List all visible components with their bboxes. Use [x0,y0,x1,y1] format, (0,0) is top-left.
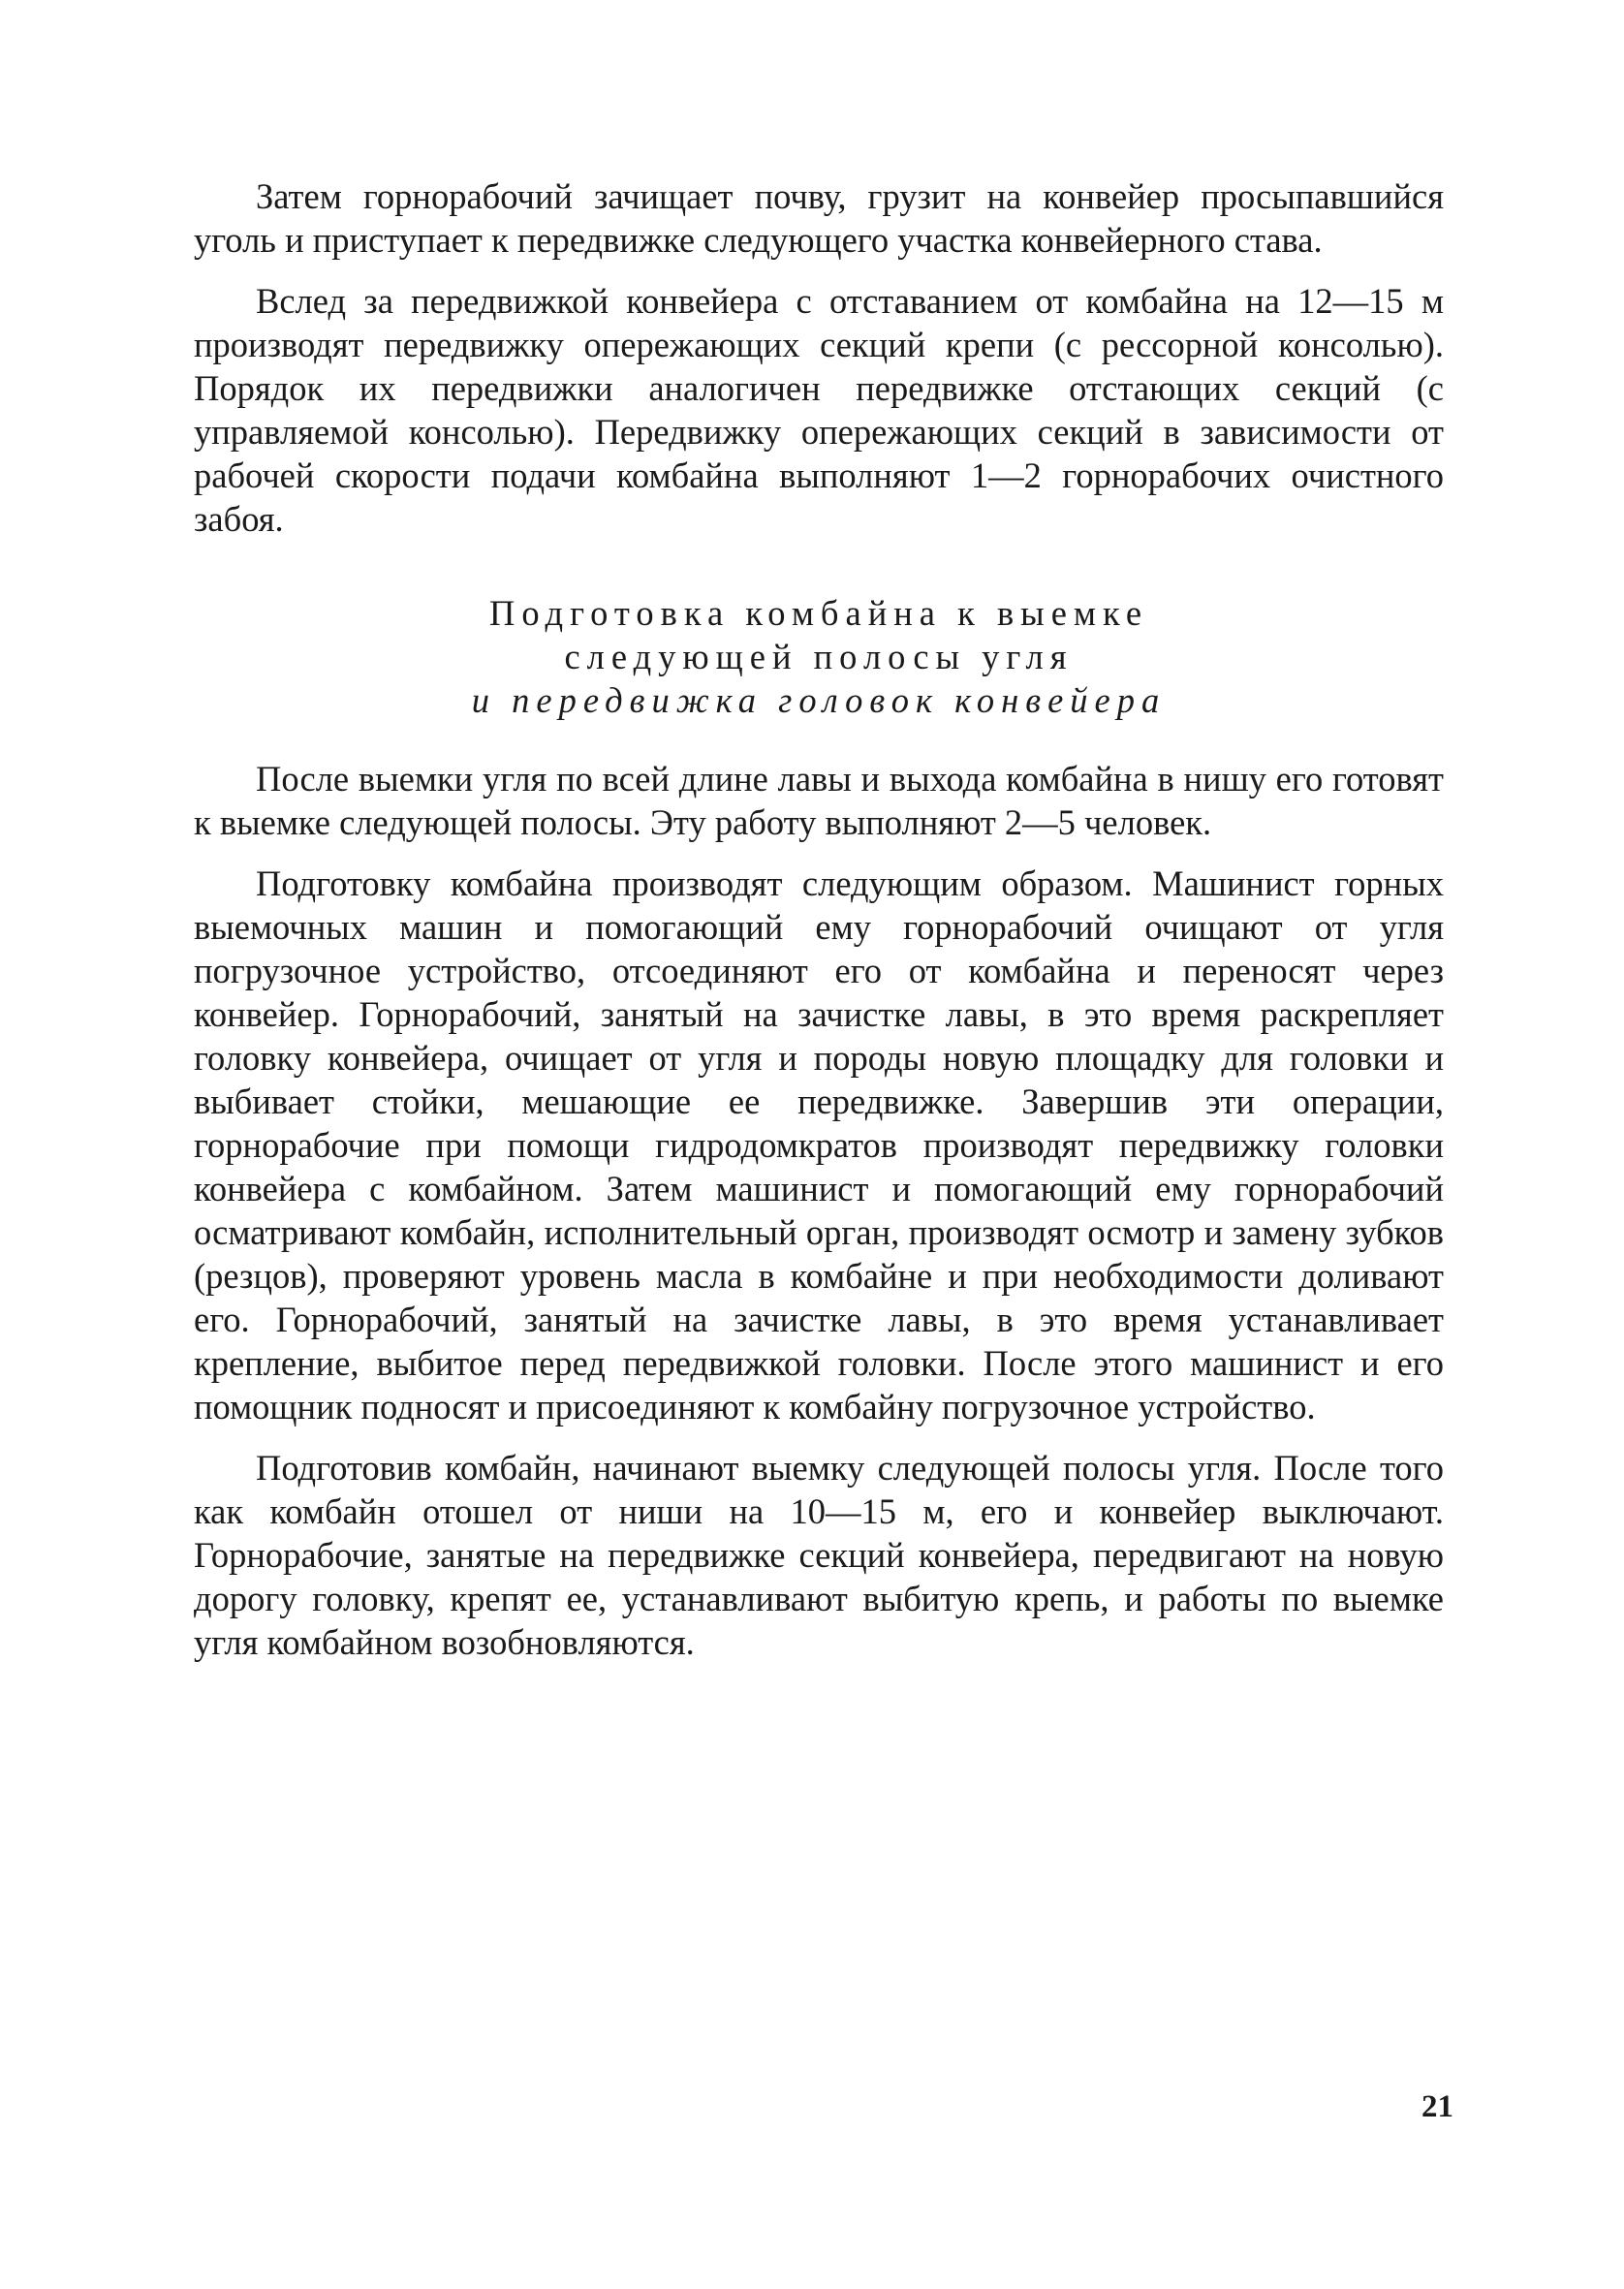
paragraph-1: Затем горнорабочий зачищает почву, грузит на конвейер просыпавшийся уголь и приступает к передвижке следующего участка конвейерного става. [194,176,1444,260]
section-heading-line-1: Подготовка комбайна к выемке [488,593,1149,633]
section-heading [194,591,1444,722]
section-heading-line-2: следующей полосы угля [564,637,1074,676]
page-number: 21 [1421,2089,1453,2124]
page-body [194,174,1444,1681]
section-heading-line-3: и передвижка головок конвейера [471,680,1167,720]
paragraph-5: Подготовив комбайн, начинают выемку следующей полосы угля. После того как комбайн отошел от ниши на 10—15 м, его и конвейер выключают. Горнорабочие, занятые на передвижке секций конвейера, передвигают на новую дорогу головку, крепят ее, устанавливают выбитую крепь, и работы по выемке угля комбайном возобновляются. [194,1448,1444,1662]
paragraph-4: Подготовку комбайна производят следующим образом. Машинист горных выемочных машин и помогающий ему горнорабочий очищают от угля погрузочное устройство, отсоединяют его от комбайна и переносят через конвейер. Горнорабочий, занятый на зачистке лавы, в это время раскрепляет головку конвейера, очищает от угля и породы новую площадку для головки и выбивает стойки, мешающие ее передвижке. Завершив эти операции, горнорабочие при помощи гидродомкратов производят передвижку головки конвейера с комбайном. Затем машинист и помогающий ему горнорабочий осматривают комбайн, исполнительный орган, производят осмотр и замену зубков (резцов), проверяют уровень масла в комбайне и при необходимости доливают его. Горнорабочий, занятый на зачистке лавы, в это время устанавливает крепление, выбитое перед передвижкой головки. После этого машинист и его помощник подносят и присоединяют к комбайну погрузочное устройство. [194,863,1444,1427]
paragraph-2: Вслед за передвижкой конвейера с отставанием от комбайна на 12—15 м производят передвижку опережающих секций крепи (с рессорной консолью). Порядок их передвижки аналогичен передвижке отстающих секций (с управляемой консолью). Передвижку опережающих секций в зависимости от рабочей скорости подачи комбайна выполняют 1—2 горнорабочих очистного забоя. [194,281,1444,539]
paragraph-3: После выемки угля по всей длине лавы и выхода комбайна в нишу его готовят к выемке следующей полосы. Эту работу выполняют 2—5 человек. [194,759,1444,842]
